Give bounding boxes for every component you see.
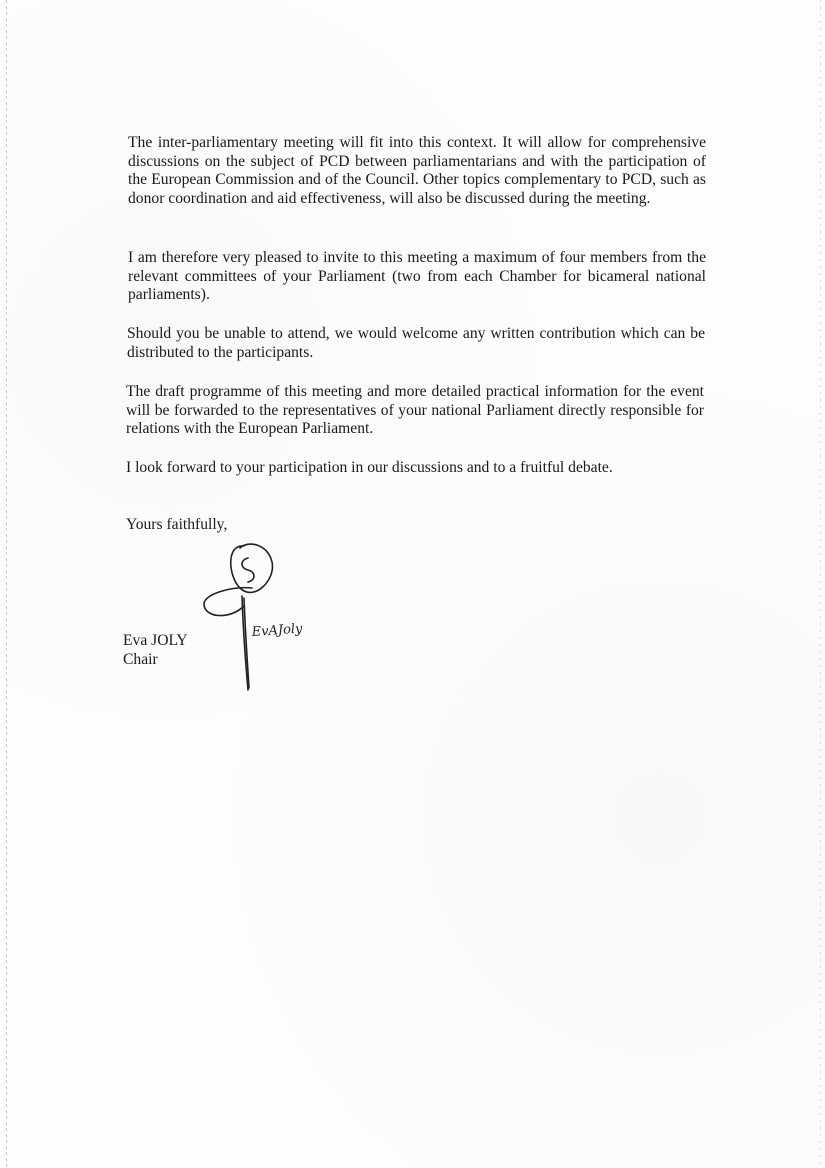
signatory-name: Eva JOLY [123,632,188,649]
body-paragraph-invitation: I am therefore very pleased to invite to this meeting a maximum of four members from the relevant committees of your Parliament (two from each Chamber for bicameral national parliaments). [128,249,706,304]
scan-right-edge [820,0,821,1168]
signature-scrawl: EvAJoly [251,621,303,640]
signatory-title: Chair [123,651,158,668]
closing-salutation: Yours faithfully, [126,516,228,533]
body-paragraph-context: The inter-parliamentary meeting will fit into this context. It will allow for comprehensive discussions on the subject of PCD between parliamentarians and with the participation of the European Commission and of the Council. Other topics complementary to PCD, such as donor coordination and aid effectiveness, will also be discussed during the meeting. [128,134,706,207]
scan-left-edge [6,0,7,1168]
body-paragraph-look-forward: I look forward to your participation in our discussions and to a fruitful debate. [126,459,613,476]
body-paragraph-written-contribution: Should you be unable to attend, we would welcome any written contribution which can be distributed to the participants. [127,325,705,361]
handwritten-signature [196,536,316,696]
body-paragraph-programme: The draft programme of this meeting and more detailed practical information for the event will be forwarded to the representatives of your national Parliament directly responsible for relations with the European Parliament. [126,383,704,438]
